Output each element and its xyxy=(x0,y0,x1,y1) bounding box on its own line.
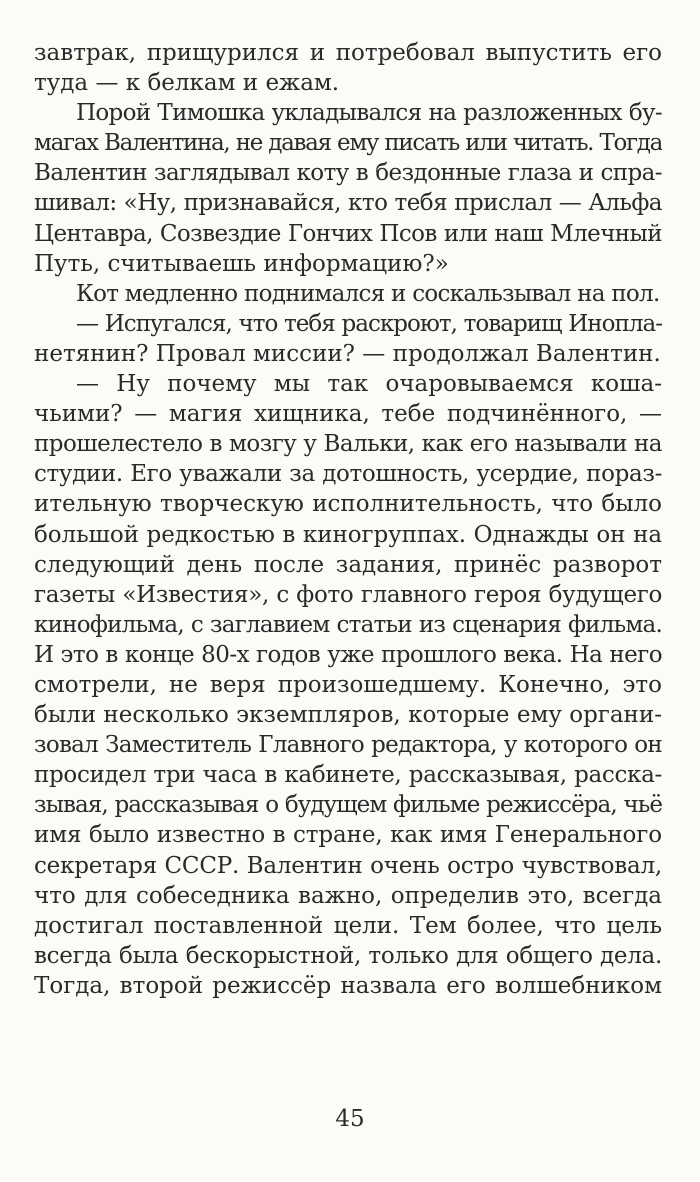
text-line: имя было известно в стране, как имя Генерального xyxy=(34,822,662,849)
text-line: секретаря СССР. Валентин очень остро чувствовал, xyxy=(34,852,662,879)
text-line: Порой Тимошка укладывался на разложенных бу- xyxy=(76,100,662,127)
text-line: прошелестело в мозгу у Вальки, как его называли на xyxy=(34,431,662,458)
text-line: просидел три часа в кабинете, рассказывая, расска- xyxy=(34,762,662,789)
text-line: — Испугался, что тебя раскроют, товарищ Инопла- xyxy=(76,310,662,337)
text-line: кинофильма, с заглавием статьи из сценария фильма. xyxy=(34,611,662,638)
text-line: что для собеседника важно, определив это, всегда xyxy=(34,882,662,909)
text-line: туда — к белкам и ежам. xyxy=(34,70,340,97)
text-line: всегда была бескорыстной, только для общего дела. xyxy=(34,942,662,969)
text-line: И это в конце 80-х годов уже прошлого века. На него xyxy=(34,641,662,668)
text-line: Тогда, второй режиссёр назвала его волшебником xyxy=(34,972,662,999)
text-line: Кот медленно поднимался и соскальзывал на пол. xyxy=(76,280,660,307)
text-line: ительную творческую исполнительность, что было xyxy=(34,491,662,518)
text-line: Валентин заглядывал коту в бездонные глаза и спра- xyxy=(34,160,662,187)
text-line: зывая, рассказывая о будущем фильме режиссёра, чьё xyxy=(34,792,662,819)
text-line: нетянин? Провал миссии? — продолжал Валентин. xyxy=(34,340,661,367)
text-line: завтрак, прищурился и потребовал выпустить его xyxy=(34,40,662,66)
text-line: магах Валентина, не давая ему писать или читать. Тогда xyxy=(34,130,662,157)
text-line: студии. Его уважали за дотошность, усердие, пораз- xyxy=(34,461,662,488)
text-line: были несколько экземпляров, которые ему органи- xyxy=(34,702,662,729)
text-line: Путь, считываешь информацию?» xyxy=(34,250,449,277)
text-line: чьими? — магия хищника, тебе подчинённого, — xyxy=(34,401,662,428)
body-text xyxy=(34,38,662,1001)
text-line: Центавра, Созвездие Гончих Псов или наш Млечный xyxy=(34,220,662,247)
text-line: достигал поставленной цели. Тем более, что цель xyxy=(34,912,662,939)
text-line: — Ну почему мы так очаровываемся коша- xyxy=(76,371,662,398)
text-line: газеты «Известия», с фото главного героя будущего xyxy=(34,581,662,608)
text-line: смотрели, не веря произошедшему. Конечно, это xyxy=(34,671,662,698)
text-line: большой редкостью в киногруппах. Однажды он на xyxy=(34,521,662,548)
text-line: зовал Заместитель Главного редактора, у которого он xyxy=(34,732,662,759)
text-line: шивал: «Ну, признавайся, кто тебя прислал — Альфа xyxy=(34,190,662,217)
text-line: следующий день после задания, принёс разворот xyxy=(34,551,662,578)
page-number: 45 xyxy=(335,1106,365,1132)
